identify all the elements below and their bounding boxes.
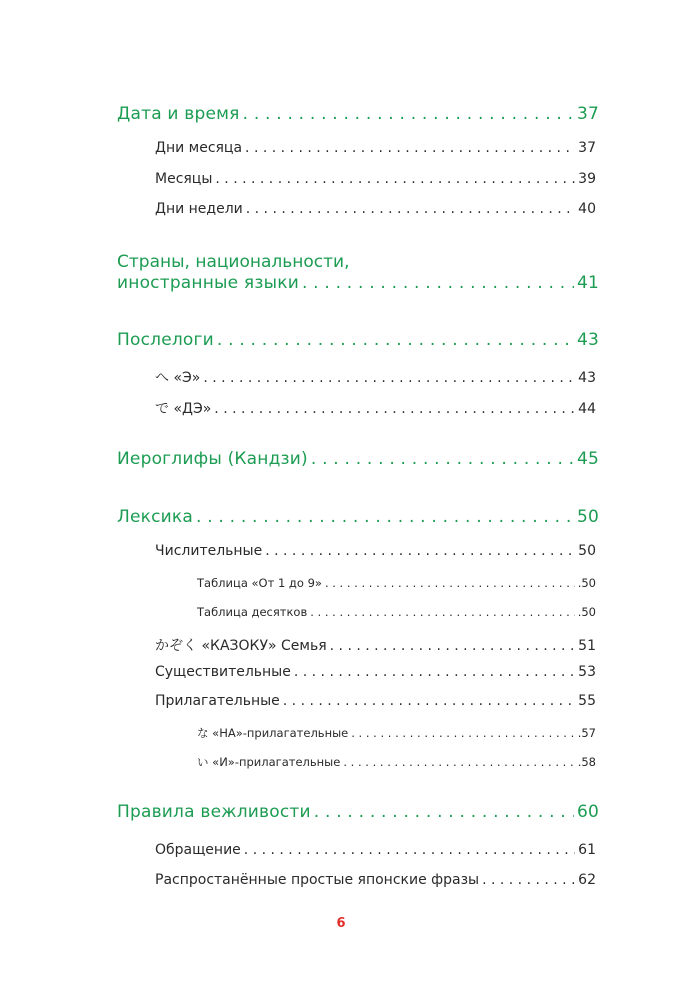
toc-entry-title: Послелоги [117,330,214,350]
toc-entry-title: Таблица «От 1 до 9» [197,576,322,590]
toc-entry-level2[interactable] [155,543,596,559]
dot-leader [217,330,574,350]
toc-entry-level2[interactable] [155,398,596,418]
toc-entry-level1[interactable] [117,802,599,822]
toc-entry-title: Дни месяца [155,140,243,156]
toc-entry-page: 39 [578,171,596,187]
toc-entry-page: 40 [578,201,596,217]
toc-entry-page: 45 [576,449,599,469]
toc-entry-level1[interactable] [117,273,599,293]
dot-leader [203,370,575,386]
toc-entry-title: Правила вежливости [117,802,311,822]
toc-entry-title: で «ДЭ» [155,401,212,417]
dot-leader [283,693,575,709]
toc-entry-level3[interactable] [197,725,596,741]
toc-entry-title: Распростанённые простые японские фразы [155,872,480,888]
dot-leader [245,140,575,156]
toc-entry-page: .50 [577,605,596,619]
toc-entry-level3[interactable] [197,576,596,590]
toc-entry-page: 43 [576,330,599,350]
toc-entry-title: い «И»-прилагательные [197,755,341,769]
toc-entry-level3[interactable] [197,754,596,770]
toc-entry-level2[interactable] [155,664,596,680]
toc-entry-page: 44 [578,401,596,417]
toc-entry-page: 37 [576,104,599,124]
toc-entry-title: Обращение [155,842,241,858]
toc-entry-title: иностранные языки [117,273,299,293]
toc-entry-title: へ «Э» [155,370,201,386]
toc-entry-level2[interactable] [155,842,596,858]
toc-entry-title: Дата и время [117,104,240,124]
toc-entry-title: Лексика [117,507,193,527]
dot-leader [325,576,575,590]
toc-entry-level1[interactable] [117,449,599,469]
dot-leader [214,401,575,417]
dot-leader [302,273,574,293]
toc-entry-page: 37 [578,140,596,156]
toc-entry-level3[interactable] [197,605,596,619]
toc-entry-title: Существительные [155,664,291,680]
toc-entry-page: 43 [578,370,596,386]
toc-entry-page: .50 [577,576,596,590]
toc-entry-title: Прилагательные [155,693,280,709]
toc-entry-page: 50 [576,507,599,527]
toc-entry-level1[interactable] [117,104,599,124]
dot-leader [351,726,574,740]
dot-leader [311,449,574,469]
toc-entry-page: 55 [578,693,596,709]
dot-leader [310,605,574,619]
toc-entry-title: Месяцы [155,171,213,187]
toc-entry-title: な «НА»-прилагательные [197,726,349,740]
dot-leader [482,872,575,888]
toc-entry-page: .57 [577,726,596,740]
dot-leader [196,507,574,527]
dot-leader [243,104,574,124]
toc-entry-page: 51 [578,638,596,654]
toc-entry-level2[interactable] [155,872,596,888]
toc-entry-page: .58 [577,755,596,769]
toc-entry-level2[interactable] [155,201,596,217]
toc-entry-level1[interactable] [117,330,599,350]
dot-leader [215,171,575,187]
dot-leader [244,842,575,858]
dot-leader [330,638,576,654]
toc-entry-page: 53 [578,664,596,680]
dot-leader [265,543,575,559]
toc-entry-title: かぞく «КАЗОКУ» Семья [155,638,327,654]
toc-entry-level2[interactable] [155,635,596,655]
dot-leader [314,802,574,822]
toc-entry-page: 60 [576,802,599,822]
toc-entry-page: 50 [578,543,596,559]
toc-entry-page: 41 [576,273,599,293]
page-number: 6 [336,916,346,931]
toc-entry-page: 62 [578,872,596,888]
toc-entry-title: Числительные [155,543,263,559]
dot-leader [343,755,574,769]
toc-entry-page: 61 [578,842,596,858]
toc-entry-title: Дни недели [155,201,243,217]
toc-heading-line1: Страны, национальности, [117,252,350,272]
dot-leader [294,664,575,680]
dot-leader [246,201,575,217]
toc-entry-level2[interactable] [155,140,596,156]
toc-entry-level2[interactable] [155,367,596,387]
toc-entry-title: Таблица десятков [197,605,308,619]
toc-entry-level2[interactable] [155,693,596,709]
toc-entry-level1[interactable] [117,507,599,527]
toc-entry-title: Иероглифы (Кандзи) [117,449,308,469]
toc-entry-level2[interactable] [155,171,596,187]
